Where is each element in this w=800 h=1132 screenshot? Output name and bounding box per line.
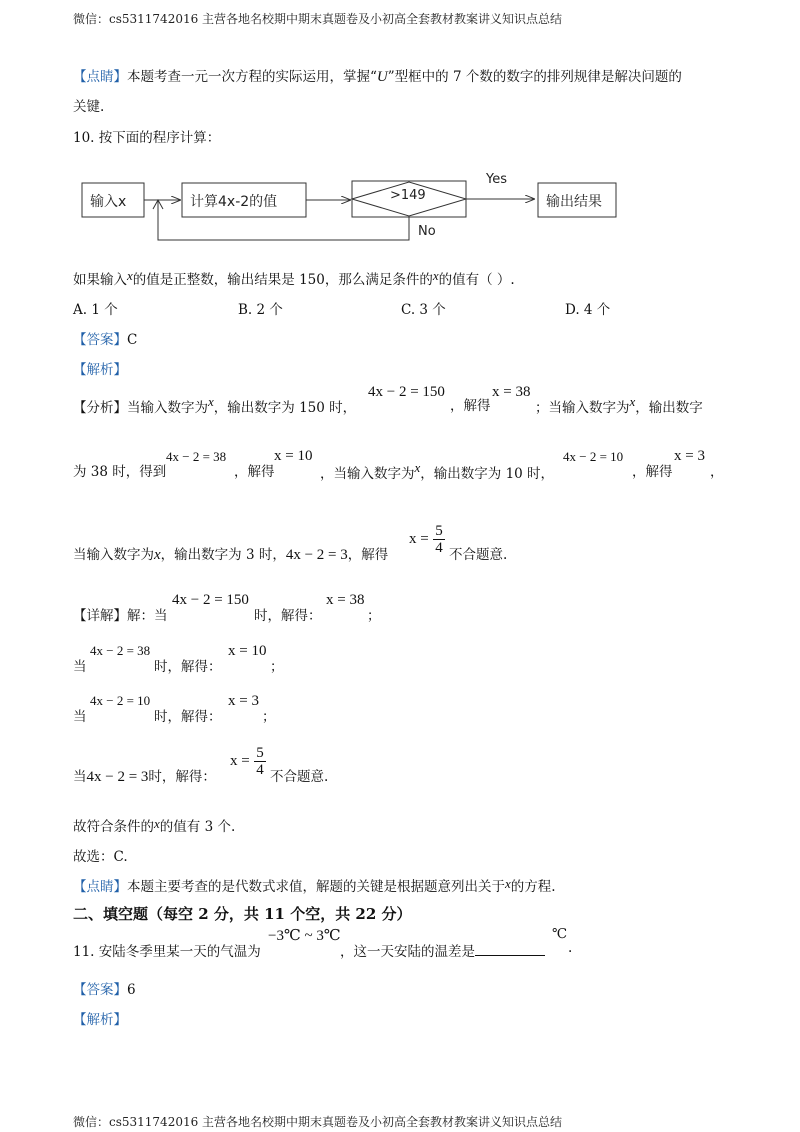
question-11-text: 11. 安陆冬季里某一天的气温为 xyxy=(73,944,261,960)
option-a: A. 1 个 xyxy=(73,302,118,318)
prev-remark-cont: 关键. xyxy=(73,99,105,115)
page-header: 微信：cs5311742016 主营各地名校期中期末真题卷及小初高全套教材教案讲义知识点总结 xyxy=(73,12,563,26)
question-10-title: 10. 按下面的程序计算： xyxy=(73,130,221,146)
eq-x-3: x = 3 xyxy=(674,448,705,464)
detail-fraction-5-4: x = $\frac{5}{4}$ xyxy=(230,745,266,778)
flow-compute-label: 计算4x-2的值 xyxy=(190,194,278,210)
eq-x-38: x = 38 xyxy=(492,384,531,400)
detail-eq-38: 4x − 2 = 38 xyxy=(90,643,151,658)
option-c: C. 3 个 xyxy=(401,302,446,318)
section-heading: 二、填空题（每空 2 分，共 11 个空，共 22 分） xyxy=(73,905,412,923)
detail-line-1: 【详解】解：当 xyxy=(73,608,168,624)
detail-res-10: x = 10 xyxy=(228,643,267,659)
eq-4x-2-10: 4x − 2 = 10 xyxy=(563,449,624,464)
detail-line-2: 当 xyxy=(73,659,87,675)
analysis-line-2: 为 38 时，得到 xyxy=(73,464,167,480)
flow-input-label: 输入x xyxy=(90,194,127,210)
option-d: D. 4 个 xyxy=(565,302,611,318)
question-10-text: 如果输入x的值是正整数，输出结果是 150，那么满足条件的x的值有（ ）. xyxy=(73,268,515,288)
program-flowchart xyxy=(70,165,630,245)
unit-celsius: ℃ xyxy=(552,926,568,942)
detail-line-3: 当 xyxy=(73,709,87,725)
flow-no-label: No xyxy=(418,224,436,239)
analysis-line-3: 当输入数字为x，输出数字为 3 时，4x − 2 = 3，解得 xyxy=(73,547,389,563)
answer-value: C xyxy=(127,332,138,348)
fraction-5-4: x = $\frac{5}{4}$ xyxy=(409,523,445,556)
eq-x-10: x = 10 xyxy=(274,448,313,464)
analysis-tag: 【解析】 xyxy=(73,362,127,378)
temperature-range: −3℃ ~ 3℃ xyxy=(268,928,341,944)
flow-output-label: 输出结果 xyxy=(546,194,602,210)
detail-line-4: 当4x − 2 = 3时，解得： xyxy=(73,769,216,785)
detail-eq-150: 4x − 2 = 150 xyxy=(172,592,249,608)
conclusion-line: 故符合条件的x的值有 3 个. xyxy=(73,816,236,835)
flow-yes-label: Yes xyxy=(486,172,507,187)
prev-remark: 【点睛】本题考查一元一次方程的实际运用，掌握“U”型框中的 7 个数的数字的排列规律是解决问题的 xyxy=(73,69,682,85)
analysis-line-1: 【分析】当输入数字为x，输出数字为 150 时， xyxy=(73,394,357,416)
flow-condition-label: >149 xyxy=(390,188,426,203)
option-b: B. 2 个 xyxy=(238,302,283,318)
answer-blank xyxy=(475,943,545,956)
detail-eq-10: 4x − 2 = 10 xyxy=(90,693,151,708)
remark-line: 【点睛】本题主要考查的是代数式求值，解题的关键是根据题意列出关于x的方程. xyxy=(73,876,556,895)
page-footer: 微信：cs5311742016 主营各地名校期中期末真题卷及小初高全套教材教案讲义知识点总结 xyxy=(73,1115,563,1129)
eq-4x-2-38: 4x − 2 = 38 xyxy=(166,449,227,464)
detail-res-3: x = 3 xyxy=(228,693,259,709)
q11-answer-line: 【答案】6 xyxy=(73,982,136,998)
q11-answer-value: 6 xyxy=(127,982,136,998)
detail-res-38: x = 38 xyxy=(326,592,365,608)
q11-analysis-tag: 【解析】 xyxy=(73,1012,127,1028)
eq-4x-2-150: 4x − 2 = 150 xyxy=(368,384,445,400)
choice-line: 故选：C. xyxy=(73,849,128,865)
answer-line: 【答案】C xyxy=(73,332,138,348)
remark-tag: 【点睛】 xyxy=(73,69,127,85)
